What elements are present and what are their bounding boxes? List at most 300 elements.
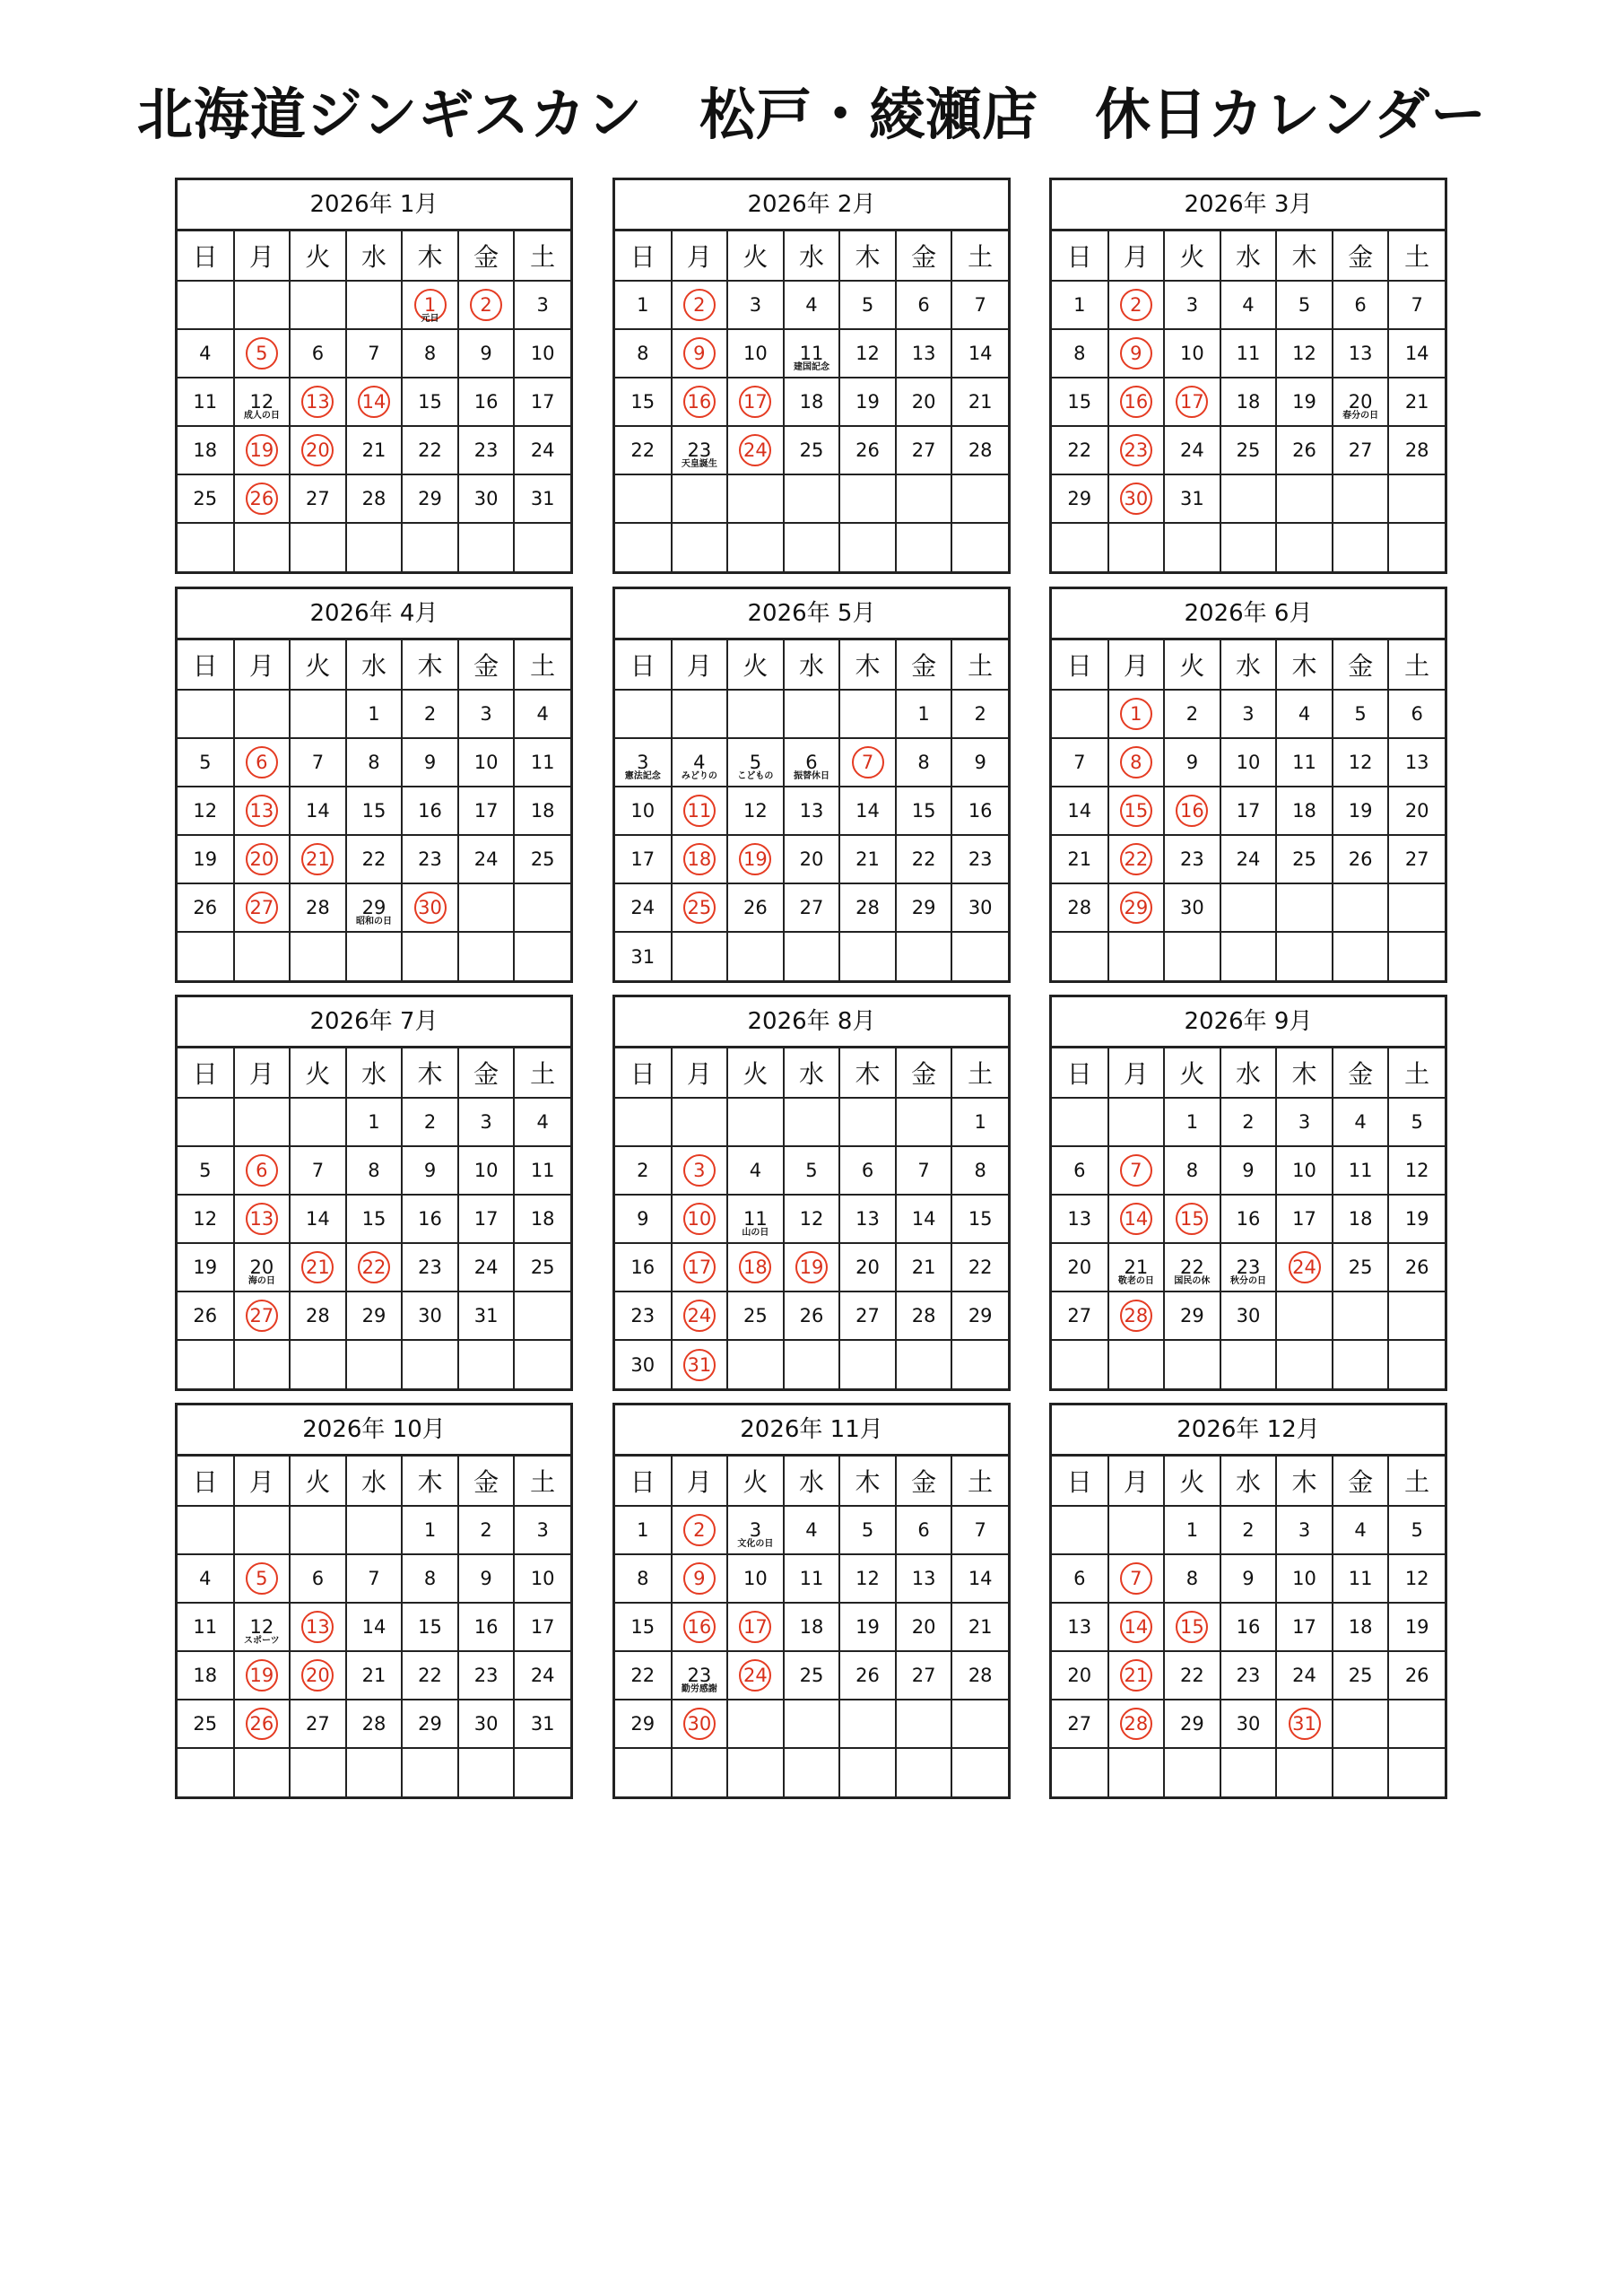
day-number: 29 xyxy=(418,488,442,509)
day-cell xyxy=(784,1748,840,1796)
holiday-note: こどもの xyxy=(737,771,774,781)
month-calendar xyxy=(612,587,1011,983)
day-cell xyxy=(1164,1098,1220,1146)
weekday-header: 月 xyxy=(672,640,728,690)
day-cell xyxy=(1164,523,1220,571)
day-number: 25 xyxy=(1236,439,1261,461)
day-cell xyxy=(290,1651,346,1700)
closed-day-number: 30 xyxy=(683,1708,716,1740)
day-number: 4 xyxy=(805,1519,818,1541)
day-cell xyxy=(234,1243,291,1292)
day-cell xyxy=(402,378,458,426)
day-cell xyxy=(951,690,1008,738)
closed-day-number: 24 xyxy=(1289,1251,1321,1283)
day-number: 28 xyxy=(361,1713,386,1735)
holiday-note: 憲法記念 xyxy=(624,771,661,781)
day-cell xyxy=(951,787,1008,835)
day-number: 30 xyxy=(418,1305,442,1326)
day-cell xyxy=(1333,1146,1389,1195)
day-number: 14 xyxy=(968,343,993,364)
day-cell xyxy=(672,426,728,474)
day-cell xyxy=(896,1292,952,1340)
closed-day-number: 15 xyxy=(1176,1611,1208,1643)
day-cell xyxy=(346,883,403,932)
day-cell xyxy=(951,1700,1008,1748)
day-number: 1 xyxy=(974,1111,986,1133)
day-cell xyxy=(1388,1340,1445,1388)
holiday-note: 山の日 xyxy=(742,1228,769,1238)
day-number: 20 xyxy=(911,1616,936,1638)
day-number: 21 xyxy=(911,1257,936,1278)
day-cell xyxy=(951,1748,1008,1796)
day-cell xyxy=(178,1098,234,1146)
day-cell xyxy=(234,523,291,571)
month-grid xyxy=(178,1048,570,1388)
day-number: 4 xyxy=(1354,1111,1367,1133)
day-number: 19 xyxy=(1348,800,1373,822)
day-cell xyxy=(1164,1506,1220,1554)
day-cell xyxy=(839,690,896,738)
day-cell xyxy=(1052,281,1108,329)
day-cell xyxy=(615,1340,672,1388)
day-cell xyxy=(615,1243,672,1292)
day-cell xyxy=(178,1554,234,1603)
day-number: 1 xyxy=(637,1519,649,1541)
day-cell xyxy=(346,1243,403,1292)
day-number: 10 xyxy=(1180,343,1204,364)
day-cell xyxy=(1108,426,1165,474)
day-cell xyxy=(1220,883,1277,932)
weekday-header: 木 xyxy=(1276,1457,1333,1506)
month-calendar xyxy=(175,1403,573,1799)
weekday-header: 日 xyxy=(178,231,234,281)
day-cell xyxy=(178,1340,234,1388)
day-number: 2 xyxy=(637,1160,649,1181)
day-cell xyxy=(951,738,1008,787)
holiday-note: 天皇誕生 xyxy=(681,459,717,469)
day-number: 13 xyxy=(911,1568,936,1589)
day-cell xyxy=(290,1195,346,1243)
day-cell xyxy=(458,523,515,571)
day-cell xyxy=(1108,523,1165,571)
day-number: 22 xyxy=(1180,1257,1204,1278)
day-number: 23 xyxy=(1180,848,1204,870)
weekday-header: 土 xyxy=(1388,640,1445,690)
day-cell xyxy=(896,932,952,980)
holiday-note: 春分の日 xyxy=(1342,411,1379,421)
day-cell xyxy=(951,883,1008,932)
day-cell xyxy=(234,426,291,474)
holiday-note: 文化の日 xyxy=(737,1539,774,1549)
day-cell xyxy=(727,1340,784,1388)
day-number: 18 xyxy=(193,439,218,461)
day-cell xyxy=(290,787,346,835)
day-cell xyxy=(1220,787,1277,835)
day-cell xyxy=(178,474,234,523)
day-number: 1 xyxy=(368,703,380,725)
day-cell xyxy=(234,690,291,738)
day-cell xyxy=(672,1603,728,1651)
day-number: 31 xyxy=(530,1713,555,1735)
month-title: 2026年 5月 xyxy=(615,589,1008,640)
day-number: 26 xyxy=(1404,1665,1429,1686)
day-number: 19 xyxy=(855,1616,880,1638)
closed-day-number: 27 xyxy=(246,1300,278,1332)
day-cell xyxy=(178,835,234,883)
day-cell xyxy=(1052,1292,1108,1340)
month-title: 2026年 6月 xyxy=(1052,589,1445,640)
day-number: 8 xyxy=(423,1568,437,1589)
day-number: 20 xyxy=(1348,391,1373,413)
weekday-header: 月 xyxy=(672,1457,728,1506)
day-number: 11 xyxy=(1348,1160,1373,1181)
day-cell xyxy=(672,787,728,835)
day-cell xyxy=(1276,835,1333,883)
day-number: 18 xyxy=(1348,1208,1373,1230)
day-number: 22 xyxy=(1067,439,1092,461)
day-cell xyxy=(1388,329,1445,378)
day-number: 13 xyxy=(911,343,936,364)
day-cell xyxy=(951,426,1008,474)
weekday-header: 金 xyxy=(458,1457,515,1506)
day-cell xyxy=(615,1292,672,1340)
day-cell xyxy=(1276,1651,1333,1700)
weekday-header: 水 xyxy=(784,1457,840,1506)
month-grid xyxy=(178,640,570,980)
day-number: 9 xyxy=(423,752,437,773)
weekday-header: 火 xyxy=(290,1457,346,1506)
day-cell xyxy=(402,523,458,571)
month-title: 2026年 7月 xyxy=(178,997,570,1048)
month-title: 2026年 1月 xyxy=(178,180,570,231)
day-number: 9 xyxy=(480,1568,492,1589)
day-cell xyxy=(290,1748,346,1796)
day-cell xyxy=(234,1700,291,1748)
closed-day-number: 20 xyxy=(301,434,334,466)
day-cell xyxy=(1220,1292,1277,1340)
day-number: 23 xyxy=(418,848,442,870)
day-cell xyxy=(1276,281,1333,329)
day-cell xyxy=(784,690,840,738)
month-title: 2026年 3月 xyxy=(1052,180,1445,231)
day-number: 3 xyxy=(1242,703,1255,725)
day-cell xyxy=(1220,523,1277,571)
day-number: 29 xyxy=(1067,488,1092,509)
day-cell xyxy=(951,1651,1008,1700)
closed-day-number: 9 xyxy=(1120,337,1152,370)
day-cell xyxy=(458,1146,515,1195)
day-cell xyxy=(290,281,346,329)
day-cell xyxy=(402,1292,458,1340)
day-cell xyxy=(727,1748,784,1796)
day-number: 15 xyxy=(418,391,442,413)
day-cell xyxy=(178,1146,234,1195)
weekday-header: 土 xyxy=(1388,1457,1445,1506)
day-cell xyxy=(234,787,291,835)
weekday-header: 日 xyxy=(178,1048,234,1098)
day-cell xyxy=(784,1195,840,1243)
month-grid xyxy=(178,1457,570,1796)
closed-day-number: 19 xyxy=(246,1659,278,1692)
day-cell xyxy=(1388,738,1445,787)
holiday-note: 敬老の日 xyxy=(1117,1276,1154,1286)
weekday-header: 木 xyxy=(402,640,458,690)
day-number: 17 xyxy=(630,848,656,870)
day-cell xyxy=(1388,1700,1445,1748)
day-number: 25 xyxy=(193,488,218,509)
day-number: 22 xyxy=(1180,1665,1204,1686)
day-number: 16 xyxy=(630,1257,656,1278)
day-cell xyxy=(514,1340,570,1388)
closed-day-number: 16 xyxy=(1176,795,1208,827)
day-number: 19 xyxy=(1404,1208,1429,1230)
day-cell xyxy=(178,329,234,378)
day-number: 25 xyxy=(799,439,824,461)
day-cell xyxy=(290,883,346,932)
day-cell xyxy=(839,787,896,835)
day-number: 5 xyxy=(199,1160,212,1181)
day-cell xyxy=(784,1554,840,1603)
day-cell xyxy=(234,1340,291,1388)
day-cell xyxy=(514,1292,570,1340)
day-cell xyxy=(1388,932,1445,980)
month-grid xyxy=(615,231,1008,571)
day-number: 3 xyxy=(749,1519,762,1541)
day-number: 5 xyxy=(199,752,212,773)
day-cell xyxy=(458,1340,515,1388)
day-cell xyxy=(458,1506,515,1554)
day-cell xyxy=(346,690,403,738)
day-number: 5 xyxy=(1411,1519,1423,1541)
day-number: 14 xyxy=(361,1616,386,1638)
day-cell xyxy=(1276,523,1333,571)
closed-day-number: 21 xyxy=(301,843,334,875)
day-number: 27 xyxy=(855,1305,880,1326)
day-number: 5 xyxy=(749,752,762,773)
day-cell xyxy=(672,1243,728,1292)
holiday-note: 秋分の日 xyxy=(1229,1276,1266,1286)
day-number: 29 xyxy=(1180,1713,1204,1735)
closed-day-number: 16 xyxy=(683,1611,716,1643)
month-calendar xyxy=(612,995,1011,1391)
closed-day-number: 17 xyxy=(683,1251,716,1283)
day-cell xyxy=(672,883,728,932)
day-number: 8 xyxy=(637,343,649,364)
day-cell xyxy=(1052,835,1108,883)
holiday-note: 元日 xyxy=(421,314,439,324)
day-number: 26 xyxy=(193,1305,218,1326)
day-number: 6 xyxy=(861,1160,874,1181)
day-cell xyxy=(234,1195,291,1243)
day-number: 17 xyxy=(1236,800,1261,822)
day-cell xyxy=(672,474,728,523)
day-number: 27 xyxy=(911,1665,936,1686)
day-number: 2 xyxy=(480,1519,492,1541)
month-title: 2026年 4月 xyxy=(178,589,570,640)
day-cell xyxy=(839,1700,896,1748)
weekday-header: 木 xyxy=(402,231,458,281)
day-cell xyxy=(896,1340,952,1388)
day-cell xyxy=(178,523,234,571)
closed-day-number: 21 xyxy=(301,1251,334,1283)
closed-day-number: 19 xyxy=(795,1251,828,1283)
day-number: 28 xyxy=(306,1305,330,1326)
closed-day-number: 24 xyxy=(683,1300,716,1332)
weekday-header: 水 xyxy=(784,1048,840,1098)
weekday-header: 火 xyxy=(727,1048,784,1098)
month-title: 2026年 10月 xyxy=(178,1405,570,1457)
day-number: 18 xyxy=(799,391,824,413)
month-calendar xyxy=(612,178,1011,574)
weekday-header: 土 xyxy=(951,1457,1008,1506)
day-cell xyxy=(784,523,840,571)
day-cell xyxy=(727,1554,784,1603)
day-cell xyxy=(1052,787,1108,835)
day-cell xyxy=(1220,1506,1277,1554)
day-number: 28 xyxy=(1067,897,1092,918)
day-number: 11 xyxy=(743,1208,768,1230)
day-cell xyxy=(839,738,896,787)
day-number: 15 xyxy=(968,1208,993,1230)
day-cell xyxy=(727,426,784,474)
day-number: 12 xyxy=(249,391,274,413)
day-cell xyxy=(346,329,403,378)
day-number: 12 xyxy=(743,800,768,822)
day-number: 14 xyxy=(855,800,880,822)
day-cell xyxy=(346,1195,403,1243)
closed-day-number: 2 xyxy=(1120,289,1152,321)
weekday-header: 月 xyxy=(672,1048,728,1098)
weekday-header: 木 xyxy=(402,1048,458,1098)
day-cell xyxy=(727,523,784,571)
day-cell xyxy=(727,883,784,932)
weekday-header: 木 xyxy=(402,1457,458,1506)
day-cell xyxy=(615,523,672,571)
day-cell xyxy=(1388,523,1445,571)
month-grid xyxy=(615,1457,1008,1796)
day-cell xyxy=(672,1748,728,1796)
day-cell xyxy=(784,1292,840,1340)
day-cell xyxy=(784,787,840,835)
day-cell xyxy=(1164,690,1220,738)
weekday-header: 土 xyxy=(951,640,1008,690)
day-cell xyxy=(178,426,234,474)
weekday-header: 土 xyxy=(1388,231,1445,281)
day-cell xyxy=(1164,1292,1220,1340)
day-number: 16 xyxy=(473,1616,499,1638)
day-cell xyxy=(1164,1554,1220,1603)
day-number: 25 xyxy=(799,1665,824,1686)
closed-day-number: 14 xyxy=(1120,1203,1152,1235)
day-cell xyxy=(784,738,840,787)
day-cell xyxy=(615,1098,672,1146)
day-number: 5 xyxy=(1298,294,1311,316)
weekday-header: 火 xyxy=(290,1048,346,1098)
day-cell xyxy=(784,883,840,932)
day-number: 14 xyxy=(911,1208,936,1230)
day-cell xyxy=(178,1195,234,1243)
closed-day-number: 8 xyxy=(1120,746,1152,778)
day-cell xyxy=(727,835,784,883)
day-cell xyxy=(896,281,952,329)
day-cell xyxy=(234,1748,291,1796)
day-cell xyxy=(514,1700,570,1748)
month-grid xyxy=(178,231,570,571)
day-number: 21 xyxy=(968,391,993,413)
day-number: 16 xyxy=(418,1208,442,1230)
day-cell xyxy=(615,1195,672,1243)
day-cell xyxy=(1052,1195,1108,1243)
holiday-note: スポーツ xyxy=(244,1636,280,1646)
day-cell xyxy=(402,329,458,378)
day-cell xyxy=(615,883,672,932)
day-number: 10 xyxy=(530,343,555,364)
day-cell xyxy=(784,1651,840,1700)
weekday-header: 月 xyxy=(234,1457,291,1506)
day-cell xyxy=(514,787,570,835)
day-cell xyxy=(1333,426,1389,474)
weekday-header: 木 xyxy=(1276,640,1333,690)
day-cell xyxy=(1052,1603,1108,1651)
closed-day-number: 16 xyxy=(683,386,716,418)
day-cell xyxy=(458,738,515,787)
day-number: 1 xyxy=(917,703,930,725)
day-number: 21 xyxy=(968,1616,993,1638)
day-number: 22 xyxy=(911,848,936,870)
day-number: 23 xyxy=(418,1257,442,1278)
day-number: 18 xyxy=(1292,800,1316,822)
day-number: 2 xyxy=(423,1111,437,1133)
day-cell xyxy=(514,1506,570,1554)
day-number: 4 xyxy=(1354,1519,1367,1541)
day-cell xyxy=(896,1506,952,1554)
day-number: 25 xyxy=(1348,1257,1373,1278)
day-cell xyxy=(839,932,896,980)
day-number: 12 xyxy=(1404,1568,1429,1589)
closed-day-number: 23 xyxy=(1120,434,1152,466)
day-cell xyxy=(458,1195,515,1243)
day-cell xyxy=(1276,1243,1333,1292)
month-calendar xyxy=(612,1403,1011,1799)
day-cell xyxy=(951,1603,1008,1651)
day-number: 16 xyxy=(418,800,442,822)
day-number: 28 xyxy=(911,1305,936,1326)
day-cell xyxy=(784,1098,840,1146)
month-title: 2026年 11月 xyxy=(615,1405,1008,1457)
weekday-header: 土 xyxy=(514,1048,570,1098)
weekday-header: 水 xyxy=(346,640,403,690)
day-number: 10 xyxy=(473,1160,499,1181)
day-number: 29 xyxy=(418,1713,442,1735)
day-cell xyxy=(1164,1146,1220,1195)
weekday-header: 金 xyxy=(896,640,952,690)
day-cell xyxy=(178,281,234,329)
holiday-note: 建国記念 xyxy=(793,362,829,372)
day-cell xyxy=(1388,1292,1445,1340)
weekday-header: 金 xyxy=(1333,1048,1389,1098)
day-number: 22 xyxy=(418,1665,442,1686)
day-cell xyxy=(1108,690,1165,738)
day-cell xyxy=(839,523,896,571)
closed-day-number: 29 xyxy=(1120,891,1152,924)
day-number: 26 xyxy=(193,897,218,918)
day-cell xyxy=(346,1748,403,1796)
day-cell xyxy=(178,1506,234,1554)
day-cell xyxy=(727,474,784,523)
day-number: 26 xyxy=(855,439,880,461)
day-cell xyxy=(1164,1748,1220,1796)
day-cell xyxy=(514,1243,570,1292)
